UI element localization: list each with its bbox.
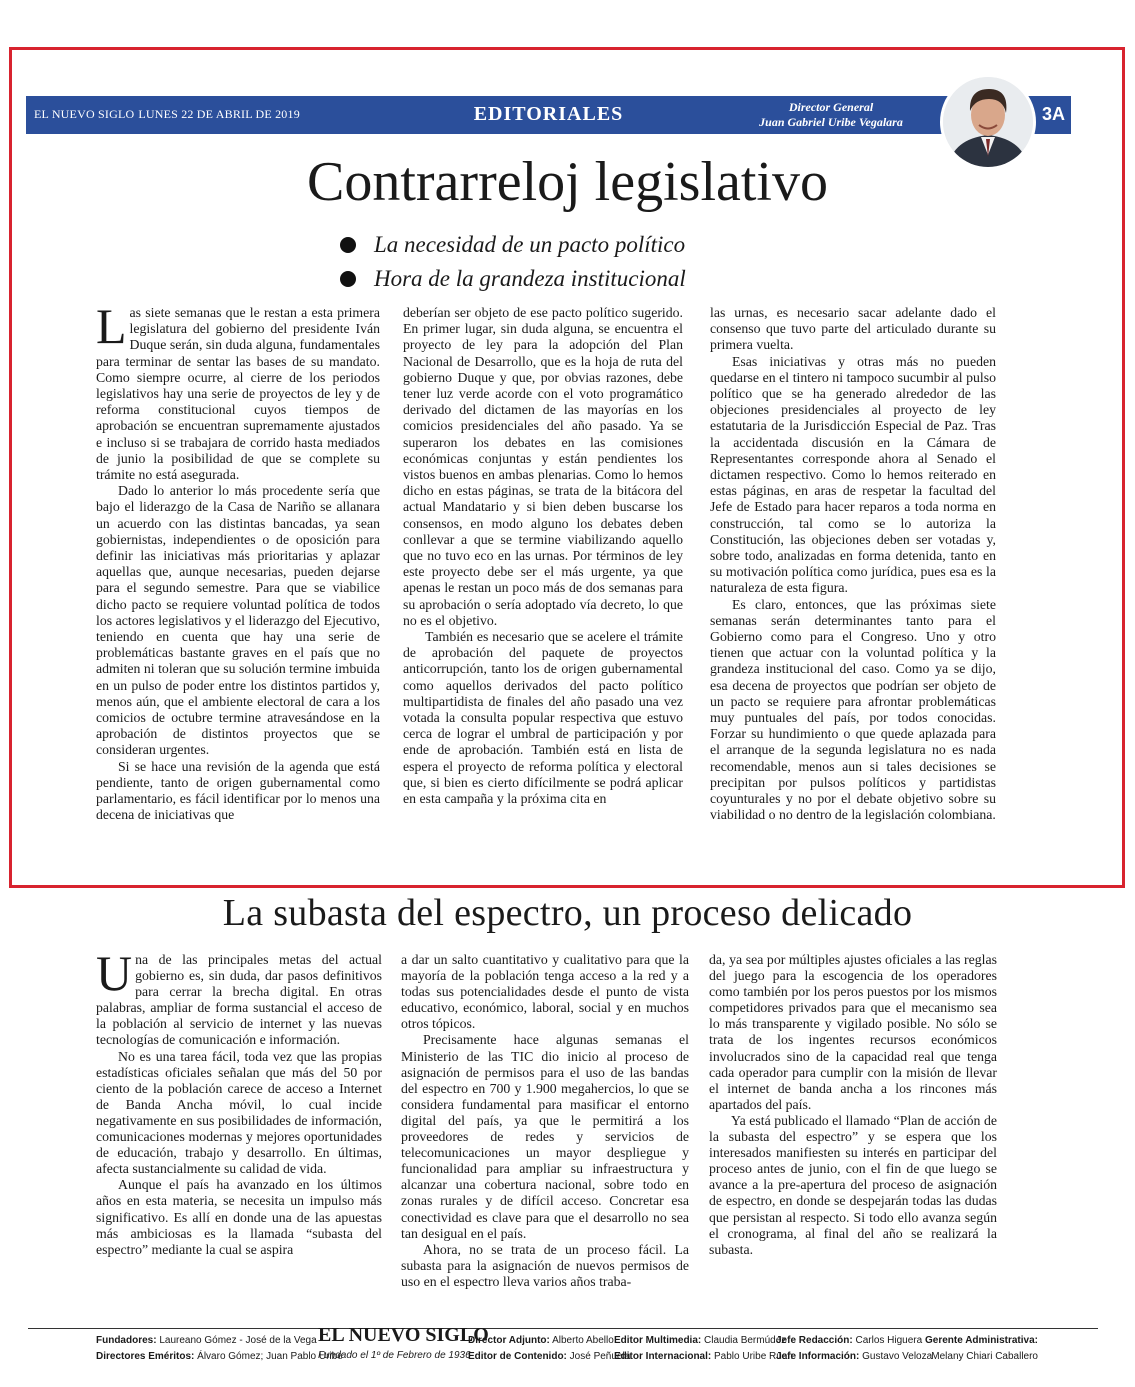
director-name: Juan Gabriel Uribe Vegalara	[759, 115, 903, 129]
bullet-text: La necesidad de un pacto político	[374, 232, 686, 257]
footer-editors-3	[776, 1333, 932, 1365]
footer-value: Melany Chiari Caballero	[931, 1351, 1038, 1362]
dropcap: L	[96, 298, 127, 354]
footer-value: Pablo Uribe Ruan	[714, 1351, 793, 1362]
issue-date: LUNES 22 DE ABRIL DE 2019	[138, 107, 300, 121]
editorial-2-column-2	[401, 952, 689, 1290]
dropcap: U	[96, 945, 133, 1001]
bullet-dot-icon	[340, 271, 356, 287]
editorial-2-column-1	[96, 945, 382, 1258]
newspaper-name: EL NUEVO SIGLO	[34, 107, 135, 121]
footer-label: Editor de Contenido:	[468, 1351, 567, 1362]
paragraph	[96, 945, 382, 1049]
footer-label: Editor Multimedia:	[614, 1335, 702, 1346]
paragraph: Ahora, no se trata de un proceso fácil. La subasta para la asignación de nuevos permisos de uso en el espectro lleva varios años traba-	[401, 1241, 689, 1289]
editorial-1-headline: Contrarreloj legislativo	[307, 151, 828, 213]
editorial-1-column-2	[403, 305, 683, 807]
paragraph: a dar un salto cuantitativo y cualitativo para que la mayoría de la población tenga acceso a la red y a todas sus potencialidades desde el punto de vista educativo, económico, laboral, social y en muchos otros tópicos.	[401, 952, 689, 1032]
paragraph-text: as siete semanas que le restan a esta primera legislatura del gobierno del presidente Iván Duque serán, sin duda alguna, fundamentales para terminar de sentar las bases de su mandato. Como siempre ocurre, al cierre de los periodos legislativos hay una serie de proyectos de ley y de reforma constitucional cuyos tiempos de aprobación se encuentran supremamente ajustados e incluso si se trabajara de corrido hasta mediados de junio la posibilidad de que se complete su trámite no está asegurada.	[96, 305, 380, 483]
paragraph: Dado lo anterior lo más procedente sería que bajo el liderazgo de la Casa de Nariño se allanara un acuerdo con las distintas bancadas, ya sean gobiernistas, independientes o de oposición para definir las iniciativas más prioritarias y aplazar aquellas que, aunque necesarias, pueden dejarse para el segundo semestre. Para que se viabilice dicho pacto se requiere voluntad política de todos los actores legislativos y el liderazgo del Ejecutivo, teniendo en cuenta que hay una serie de problemáticas bastante graves en el país que no admiten ni toleran que su solución termine imbuida en un pulso de poder entre los distintos partidos y, menos aún, que el ambiente electoral de cara a los comicios de octubre termine atravesándose en la aprobación de distintos proyectos que se consideran urgentes.	[96, 483, 380, 758]
footer-logo: EL NUEVO SIGLO	[318, 1324, 489, 1346]
section-banner	[26, 96, 1071, 134]
footer-value: Laureano Gómez - José de la Vega	[159, 1335, 317, 1346]
bullet-item	[340, 262, 686, 296]
bullet-text: Hora de la grandeza institucional	[374, 266, 686, 291]
editorial-1-column-3	[710, 305, 996, 824]
editorial-1-column-1	[96, 298, 380, 824]
bullet-dot-icon	[340, 237, 356, 253]
footer-label: Jefe Información:	[776, 1351, 860, 1362]
section-title: EDITORIALES	[473, 103, 624, 125]
footer-label: Director Adjunto:	[468, 1335, 550, 1346]
footer-editors-2	[614, 1333, 793, 1365]
footer-value: Álvaro Gómez; Juan Pablo Uribe	[197, 1351, 343, 1362]
paragraph: No es una tarea fácil, toda vez que las propias estadísticas oficiales señalan que más del 50 por ciento de la población carece de acceso a Internet de Banda Ancha móvil, lo cual incide negativamente en sus posibilidades de información, comunicaciones modernas y mejores oportunidades de educación, trabajo y desarrollo. En últimas, afecta sustancialmente su calidad de vida.	[96, 1048, 382, 1177]
footer-label: Fundadores:	[96, 1335, 157, 1346]
footer-value: Gustavo Veloza	[862, 1351, 933, 1362]
footer-label: Gerente Administrativa:	[925, 1335, 1038, 1346]
footer-value: Alberto Abello	[552, 1335, 614, 1346]
paragraph: Aunque el país ha avanzado en los últimos años en esta materia, se necesita un impulso más significativo. Es allí en donde una de las apuestas más ambiciosas es la llamada “subasta del espectro” mediante la cual se aspira	[96, 1177, 382, 1257]
paragraph: Si se hace una revisión de la agenda que está pendiente, tanto de origen gubernamental como parlamentario, es fácil identificar por lo menos una decena de iniciativas que	[96, 758, 380, 823]
footer-label: Editor Internacional:	[614, 1351, 712, 1362]
paragraph: da, ya sea por múltiples ajustes oficiales a las reglas del juego para la escogencia de los operadores como también por los peros puestos por los mismos competidores privados para que el mecanismo sea lo más transparente y vigilado posible. No sólo se trata de los ingentes recursos económicos involucrados sino de la capacidad real que tenga cada operador para cumplir con la misión de llevar el internet de banda ancha a los rincones más apartados del país.	[709, 952, 997, 1112]
paragraph: También es necesario que se acelere el trámite de aprobación del paquete de proyectos anticorrupción, tanto los de origen gubernamental como aquellos derivados del pacto político multipartidista de finales del año pasado una vez votada la consulta popular respectiva que estuvo cerca de lograr el umbral de participación y por ende de aprobación. También está en lista de espera el proyecto de reforma política y electoral que, si bien es cierto difícilmente se podrá aplicar en esta campaña y la próxima cita en	[403, 629, 683, 807]
editorial-2-headline: La subasta del espectro, un proceso delicado	[222, 892, 913, 934]
footer-manager	[925, 1333, 1038, 1365]
paragraph: Esas iniciativas y otras más no pueden quedarse en el tintero ni tampoco sucumbir al pulso político que se ha generado alrededor de las objeciones presidenciales al proyecto de ley estatutaria de la Jurisdicción Especial de Paz. Tras la accidentada discusión en la Cámara de Representantes corresponde ahora al Senado el dictamen respectivo. Como lo hemos reiterado en estas páginas, en aras de respetar la facultad del Jefe de Estado para hacer reparos a toda norma en construcción, tal como se lo autoriza la Constitución, las objeciones deben ser votadas y, sobre todo, analizadas en forma detenida, tanto en su motivación política como jurídica, pues esa es la naturaleza de esta figura.	[710, 353, 996, 596]
footer-value: Claudia Bermúdez	[704, 1335, 787, 1346]
paragraph: Ya está publicado el llamado “Plan de acción de la subasta del espectro” y se espera que los interesados manifiesten su interés en participar del proceso antes de junio, con el fin de que luego se avance a la pre-apertura del proceso de asignación de espectro, en donde se despejarán todas las dudas que persistan al respecto. Si todo ello avanza según el cronograma, al final del año se realizará la subasta.	[709, 1112, 997, 1257]
footer-founded: Fundado el 1º de Febrero de 1936	[318, 1350, 471, 1361]
paragraph-text: na de las principales metas del actual gobierno es, sin duda, dar pasos definitivos para cerrar la brecha digital. En otras palabras, ampliar de forma sustancial el acceso de la población al servicio de internet y las nuevas tecnologías de comunicación e información.	[96, 952, 382, 1048]
bullet-item	[340, 228, 686, 262]
footer-value: José Peñuela	[569, 1351, 631, 1362]
page-number: 3A	[1041, 104, 1065, 124]
paragraph: deberían ser objeto de ese pacto político sugerido. En primer lugar, sin duda alguna, se encuentra el proyecto de ley para la adopción del Plan Nacional de Desarrollo, que es la hoja de ruta del gobierno Duque y que, por obvias razones, debe tener luz verde acorde con el voto programático derivado del dictamen de las mayorías en los comicios presidenciales del año pasado. Ya se superaron los debates en las comisiones económicas conjuntas y están pendientes los vistos buenos en ambas plenarias. Como lo hemos dicho en estas páginas, se trata de la bitácora del actual Mandatario y si bien deben buscarse los consensos, en modo alguno los debates deben conllevar a que se termine viabilizando aquello que no tuvo eco en las urnas. Por términos de ley este proyecto debe ser el más urgente, ya que apenas le restan un poco más de dos semanas para su aprobación o sería adoptado vía decreto, lo que no es el objetivo.	[403, 305, 683, 628]
editorial-1-bullets	[340, 228, 686, 296]
paragraph	[96, 298, 380, 483]
director-title: Director General	[788, 100, 874, 114]
director-block	[726, 100, 936, 130]
paragraph: las urnas, es necesario sacar adelante dado el consenso que tuvo parte del articulado durante su primera vuelta.	[710, 305, 996, 353]
editorial-2-column-3	[709, 952, 997, 1258]
paragraph: Precisamente hace algunas semanas el Ministerio de las TIC dio inicio al proceso de asignación de permisos para el uso de las bandas del espectro en 700 y 1.900 megahercios, lo que se considera fundamental para masificar el entorno digital del país, ya que le permitirá a los proveedores de redes y servicios de telecomunicaciones un mayor despliegue y funcionalidad para ampliar su infraestructura y alcanzar una cobertura nacional, sobre todo en zonas rurales y de difícil acceso. Concretar esa conectividad es clave para que el desarrollo no sea tan desigual en el país.	[401, 1032, 689, 1241]
footer-divider	[28, 1328, 1098, 1329]
footer-value: Carlos Higuera	[855, 1335, 923, 1346]
footer-editors-1	[468, 1333, 630, 1365]
footer-label: Directores Eméritos:	[96, 1351, 195, 1362]
footer-founders	[96, 1333, 343, 1365]
footer-label: Jefe Redacción:	[776, 1335, 853, 1346]
paragraph: Es claro, entonces, que las próximas siete semanas serán determinantes tanto para el Gobierno como para el Congreso. Uno y otro tienen que actuar con la voluntad política y la grandeza institucional del caso. Como ya se dijo, esa decena de proyectos que podrían ser objeto de un pacto se requiere para afrontar problemáticas muy puntuales del país, por todos conocidas. Forzar su hundimiento o que quede aplazada para el arranque de la segunda legislatura no es nada recomendable, menos aun si tales decisiones se precipitan por pulsos políticos y partidistas coyunturales y no por el debate objetivo sobre su viabilidad o no dentro de la legislación colombiana.	[710, 596, 996, 823]
